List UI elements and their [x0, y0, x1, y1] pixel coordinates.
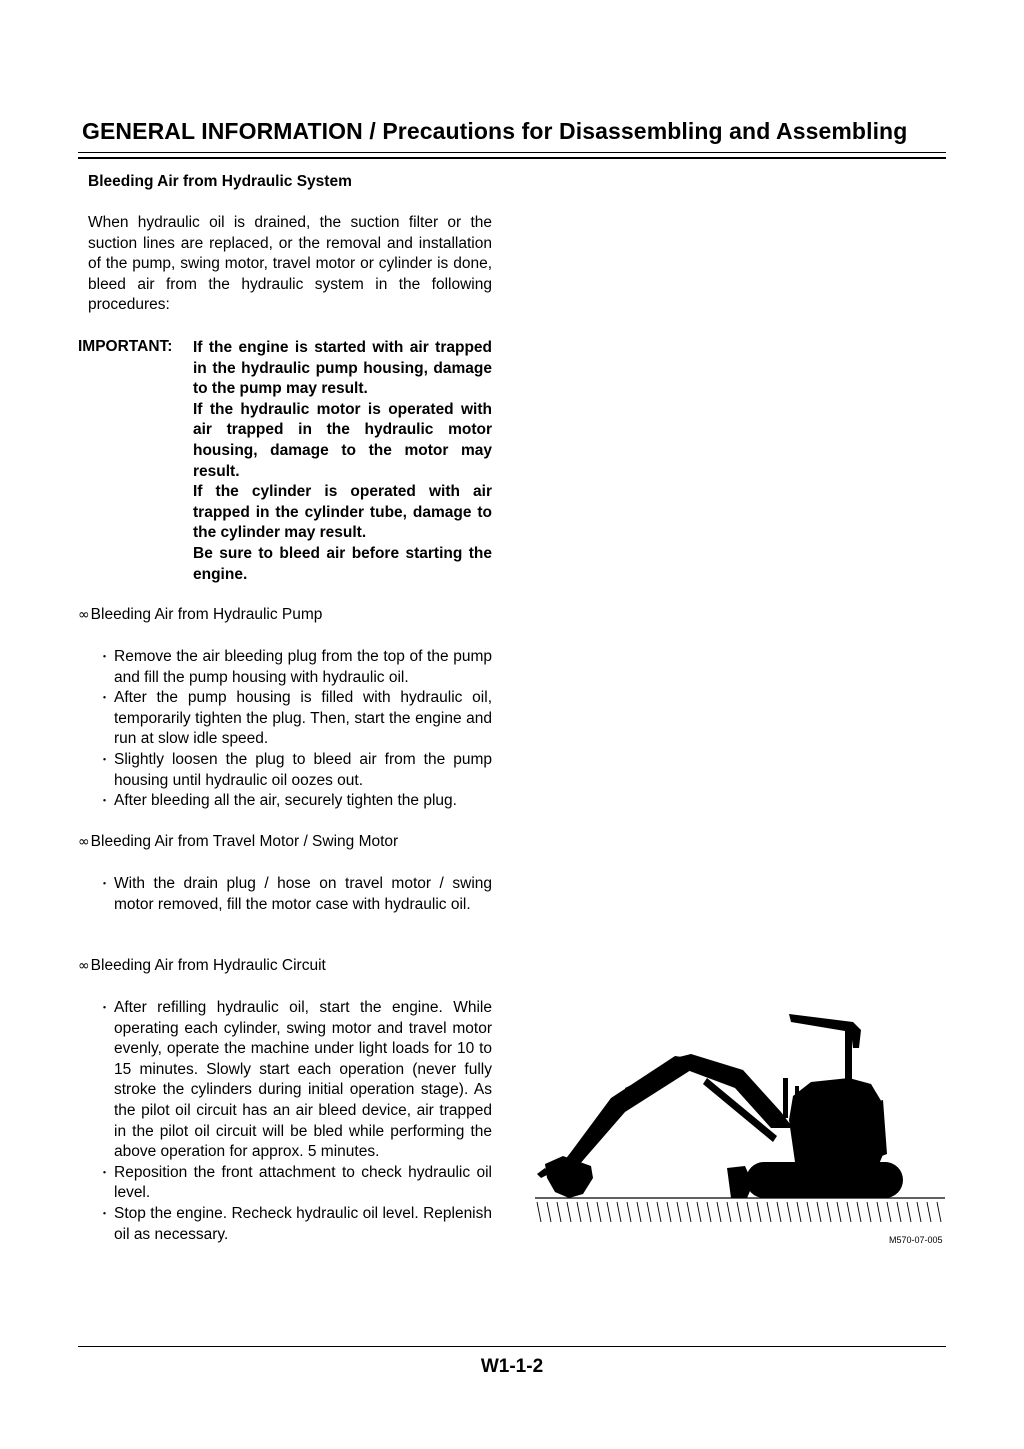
subsection-title-motor — [78, 833, 398, 851]
circuit-bullet-list — [98, 998, 492, 1245]
subsection-title-text: Bleeding Air from Hydraulic Pump — [90, 606, 323, 623]
important-line: Be sure to bleed air before starting the engine. — [193, 544, 492, 583]
header-rule-thin — [78, 152, 946, 153]
subsection-title-text: Bleeding Air from Hydraulic Circuit — [90, 957, 326, 974]
footer-rule — [78, 1346, 946, 1347]
infinity-bullet-icon: ∞ — [78, 958, 90, 974]
subsection-title-pump — [78, 606, 322, 624]
intro-paragraph: When hydraulic oil is drained, the suction filter or the suction lines are replaced, or the removal and installation of the pump, swing motor, travel motor or cylinder is done, bleed air from the hydraulic system in the following procedures: — [88, 214, 492, 314]
list-item: ・ Slightly loosen the plug to bleed air from the pump housing until hydraulic oil oozes out. — [98, 750, 492, 789]
list-item: ・ Remove the air bleeding plug from the top of the pump and fill the pump housing with hydraulic oil. — [98, 648, 492, 686]
bullet-dot-icon: ・ — [98, 649, 112, 664]
page-number: W1-1-2 — [480, 1356, 544, 1377]
motor-bullet-list — [98, 874, 492, 915]
bullet-dot-icon: ・ — [98, 793, 112, 809]
subsection-title-text: Bleeding Air from Travel Motor / Swing Motor — [90, 833, 399, 850]
bullet-dot-icon: ・ — [98, 690, 112, 706]
important-line: If the cylinder is operated with air trapped in the cylinder tube, damage to the cylinder may result. — [193, 483, 492, 542]
list-item: ・ After refilling hydraulic oil, start the engine. While operating each cylinder, swing motor and travel motor evenly, operate the machine under light loads for 10 to 15 minutes. Slowly start each operation (never fully stroke the cylinders during initial operation stage). As the pilot oil circuit has an air bleed device, air trapped in the pilot oil circuit will be bled while performing the above operation for approx. 5 minutes. — [98, 999, 492, 1161]
infinity-bullet-icon: ∞ — [78, 607, 90, 623]
section-heading: Bleeding Air from Hydraulic System — [88, 173, 352, 190]
list-item: ・ After bleeding all the air, securely tighten the plug. — [98, 791, 492, 812]
important-notice — [193, 338, 492, 585]
bullet-dot-icon: ・ — [98, 1164, 112, 1180]
excavator-silhouette-icon — [531, 1008, 947, 1234]
header-rule-thick — [78, 157, 946, 159]
list-item: ・ With the drain plug / hose on travel motor / swing motor removed, fill the motor case with hydraulic oil. — [98, 875, 492, 913]
important-line: If the engine is started with air trapped in the hydraulic pump housing, damage to the pump may result. — [193, 339, 492, 398]
bullet-dot-icon: ・ — [98, 1205, 112, 1221]
list-item: ・ After the pump housing is filled with hydraulic oil, temporarily tighten the plug. Then, start the engine and run at slow idle speed. — [98, 689, 492, 748]
list-item: ・ Reposition the front attachment to check hydraulic oil level. — [98, 1163, 492, 1202]
subsection-title-circuit — [78, 957, 326, 975]
important-label: IMPORTANT: — [78, 338, 173, 355]
bullet-dot-icon: ・ — [98, 1000, 112, 1015]
infinity-bullet-icon: ∞ — [78, 834, 90, 850]
bullet-dot-icon: ・ — [98, 751, 112, 767]
page-title: GENERAL INFORMATION / Precautions for Disassembling and Assembling — [82, 118, 908, 144]
bullet-dot-icon: ・ — [98, 876, 112, 891]
pump-bullet-list — [98, 647, 492, 812]
figure-code: M570-07-005 — [889, 1235, 943, 1245]
important-line: If the hydraulic motor is operated with air trapped in the hydraulic motor housing, damage to the motor may result. — [193, 400, 492, 480]
list-item: ・ Stop the engine. Recheck hydraulic oil level. Replenish oil as necessary. — [98, 1204, 492, 1243]
